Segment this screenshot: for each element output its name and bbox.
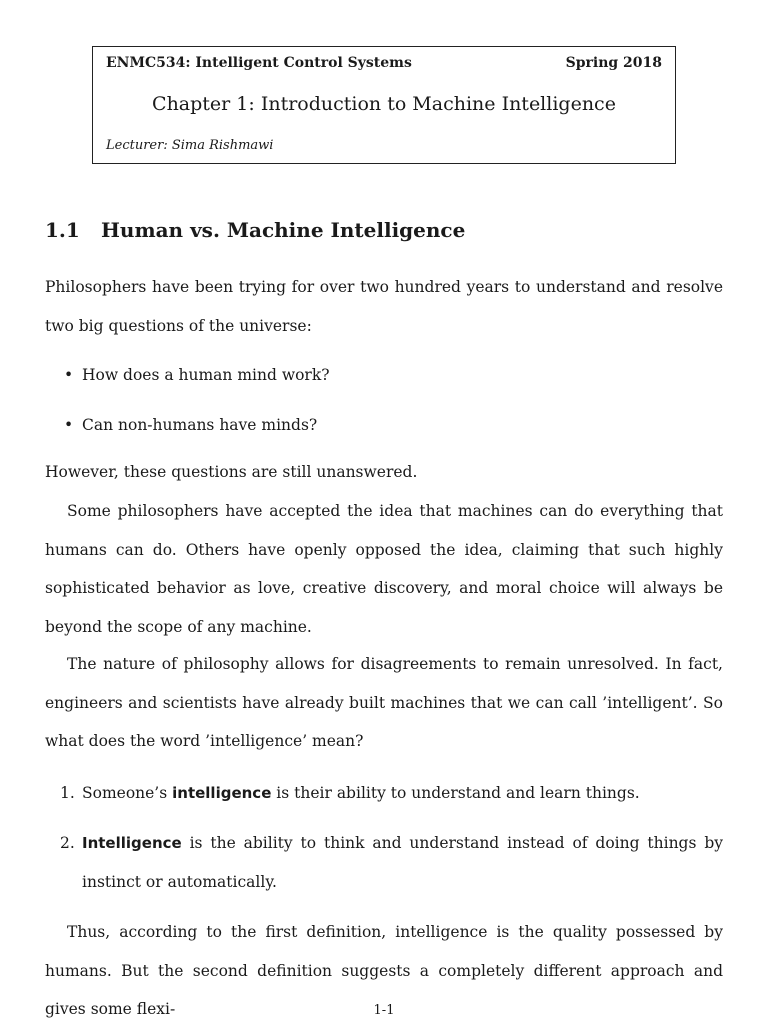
course-title: ENMC534: Intelligent Control Systems	[106, 55, 412, 71]
bullet-icon: •	[64, 366, 74, 384]
definition-post: is the ability to think and understand instead of doing things by instinct or automatically.	[82, 834, 723, 891]
bullet-text: Can non-humans have minds?	[82, 416, 318, 434]
semester-label: Spring 2018	[565, 55, 662, 71]
definition-post: is their ability to understand and learn things.	[271, 784, 640, 802]
definition-item	[60, 824, 723, 901]
definition-item	[60, 774, 723, 813]
definition-term: intelligence	[172, 784, 272, 802]
lecture-header-box	[92, 46, 676, 164]
bullet-text: How does a human mind work?	[82, 366, 330, 384]
definition-text	[82, 824, 723, 901]
section-title: Human vs. Machine Intelligence	[101, 218, 466, 242]
lecturer-name: Lecturer: Sima Rishmawi	[106, 138, 274, 153]
intro-paragraph: Philosophers have been trying for over two hundred years to understand and resolve two big questions of the universe:	[45, 278, 723, 335]
bullet-icon: •	[64, 416, 74, 434]
bullet-item	[64, 365, 330, 385]
section-number: 1.1	[45, 218, 80, 242]
page-number: 1-1	[373, 1003, 395, 1018]
chapter-title: Chapter 1: Introduction to Machine Intelligence	[152, 93, 616, 115]
definition-pre: Someone’s	[82, 784, 173, 802]
bullet-item	[64, 415, 317, 435]
definition-number: 2.	[60, 834, 75, 852]
unanswered-paragraph: However, these questions are still unanswered.	[45, 463, 418, 481]
definition-term: Intelligence	[82, 834, 182, 852]
conclusion-paragraph: Thus, according to the first definition, intelligence is the quality possessed by humans. But the second definition suggests a completely different approach and gives some flexi-	[45, 923, 723, 1018]
nature-paragraph: The nature of philosophy allows for disagreements to remain unresolved. In fact, engineers and scientists have already built machines that we can call ’intelligent’. So what does the word ’intelligence’ mean?	[45, 655, 723, 750]
definition-text	[82, 774, 723, 813]
definition-number: 1.	[60, 784, 75, 802]
section-heading	[45, 218, 465, 242]
philosophers-paragraph: Some philosophers have accepted the idea that machines can do everything that humans can do. Others have openly opposed the idea, claiming that such highly sophisticated behavior as love, creative discovery, and moral choice will always be beyond the scope of any machine.	[45, 502, 723, 636]
